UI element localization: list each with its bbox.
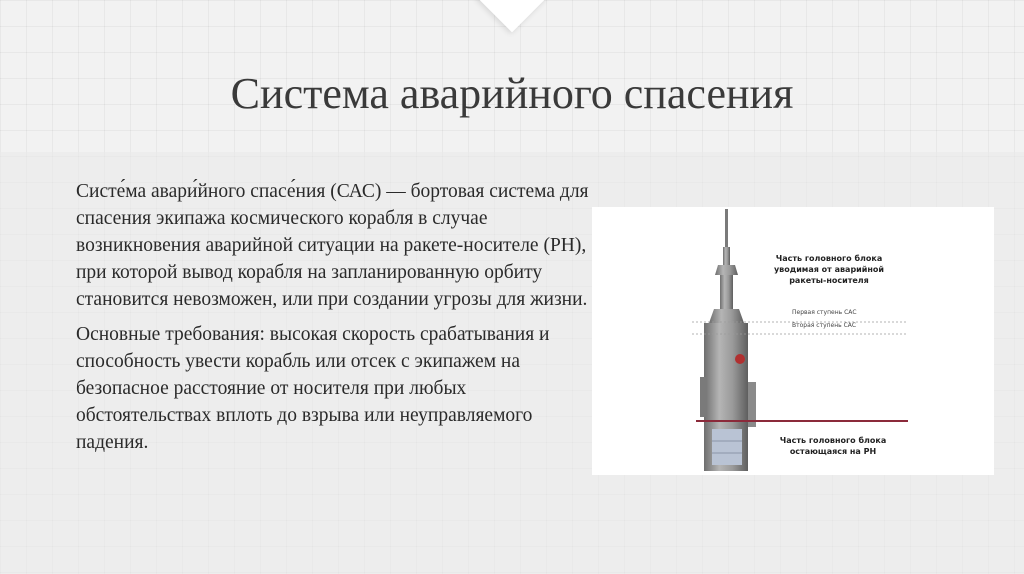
fairing-cone xyxy=(709,309,744,323)
lower-part-label: Часть головного блока остающаяся на РН xyxy=(779,436,887,456)
upper-part-label: Часть головного блока уводимая от аварийной ракеты-носителя xyxy=(773,254,885,285)
title-band xyxy=(0,0,1024,152)
stage1-label: Первая ступень САС xyxy=(792,309,857,316)
lower-window xyxy=(712,429,742,465)
escape-tower-mast xyxy=(725,209,728,249)
requirements-paragraph: Основные требования: высокая скорость срабатывания и способность увести корабль или отсек с экипажем на безопасное расстояние от носителя при любых обстоятельствах вплоть до взрыва или неуправляемого падения. xyxy=(76,324,550,453)
side-fin-left xyxy=(700,377,706,417)
escape-system-figure xyxy=(592,207,994,475)
top-notch-decoration xyxy=(477,0,548,32)
text-column xyxy=(76,178,596,464)
slide-title: Система аварийного спасения xyxy=(230,69,794,118)
definition-paragraph: Систе́ма авари́йного спасе́ния (САС) — бортовая система для спасения экипажа космического корабля в случае возникновения аварийной ситуации на ракете-носителе (РН), при которой вывод корабля на запланированную орбиту становится невозможен, или при создании угрозы для жизни. xyxy=(76,181,589,310)
stage2-label: Вторая ступень САС xyxy=(792,322,857,329)
escape-tower-upper xyxy=(723,247,730,265)
flag-mark xyxy=(735,354,745,364)
escape-tower-nozzles xyxy=(715,265,738,275)
escape-tower-motor xyxy=(720,275,733,309)
